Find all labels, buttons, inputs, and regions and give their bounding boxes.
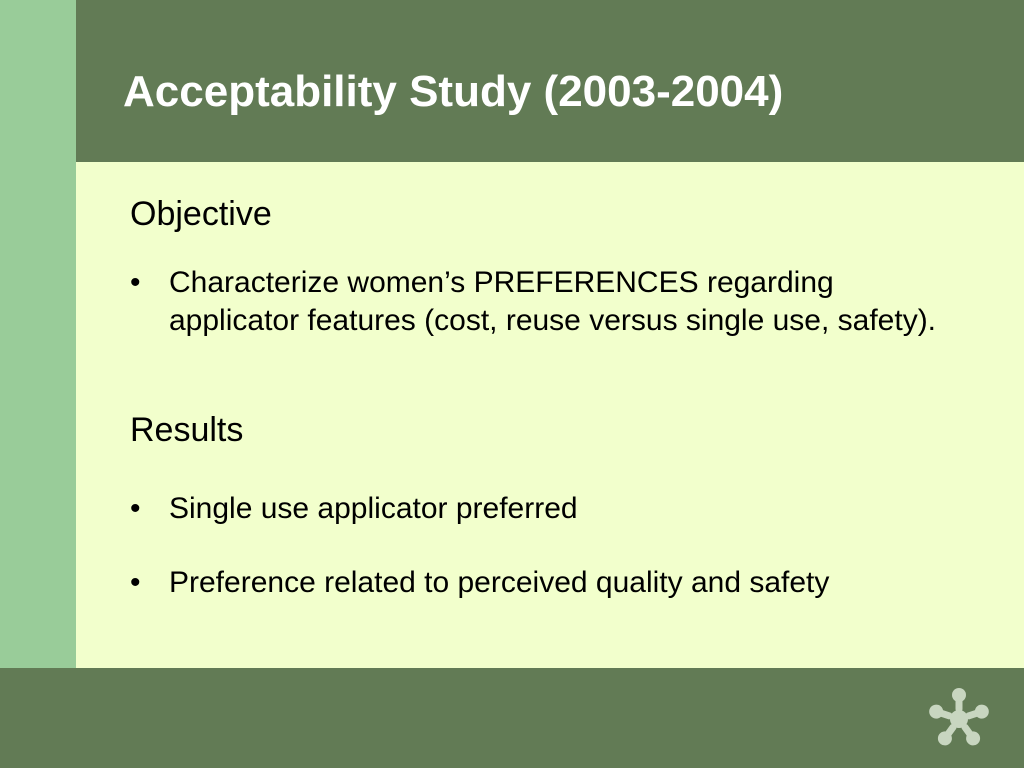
results-bullet-text: Preference related to perceived quality and safety <box>169 566 830 599</box>
objective-bullet <box>130 264 950 340</box>
bullet-marker: • <box>130 492 141 525</box>
objective-heading: Objective <box>130 195 272 233</box>
slide-title: Acceptability Study (2003-2004) <box>123 67 784 116</box>
footer-bar <box>0 668 1024 768</box>
slide-content <box>76 162 1024 668</box>
flower-asterisk-logo-icon <box>924 684 994 754</box>
results-bullet-preference <box>130 564 950 602</box>
results-heading: Results <box>130 411 244 449</box>
results-bullet-text: Single use applicator preferred <box>169 492 578 525</box>
results-bullet-single-use <box>130 490 950 528</box>
bullet-marker: • <box>130 266 141 299</box>
bullet-marker: • <box>130 566 141 599</box>
objective-bullet-text: Characterize women’s PREFERENCES regarding applicator features (cost, reuse versus single use, safety). <box>169 266 937 337</box>
title-bar <box>76 0 1024 162</box>
left-accent-strip <box>0 0 76 668</box>
